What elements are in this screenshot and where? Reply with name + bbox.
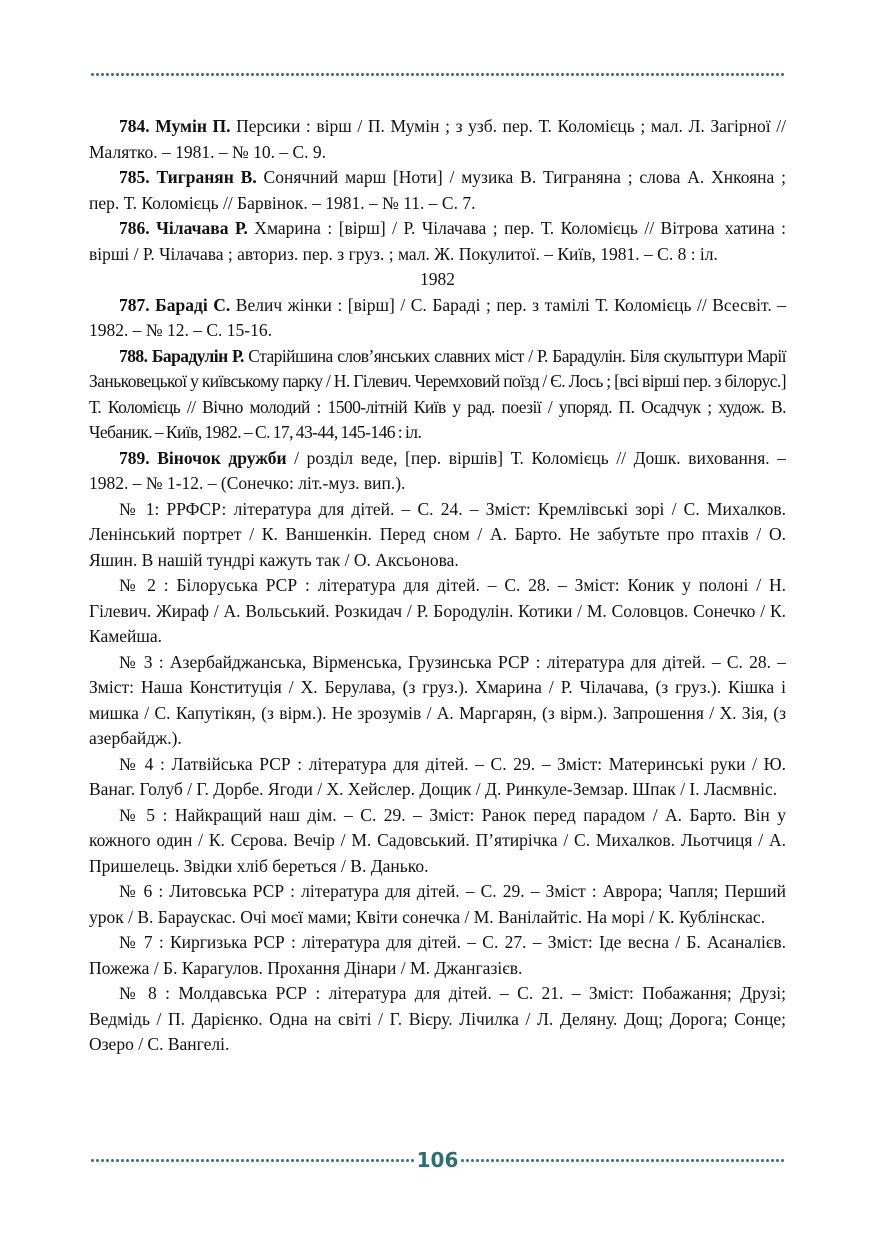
entry-author: 786. Чілачава Р. (119, 218, 248, 238)
issue-7: № 7 : Киргизька РСР : література для дітей. – С. 27. – Зміст: Іде весна / Б. Асаналієв. Пожежа / Б. Карагулов. Прохання Дінари / М. Джангазієв. (89, 932, 786, 978)
entry-author: 787. Бараді С. (119, 294, 231, 315)
entry-788 (89, 344, 786, 446)
bibliography-content (89, 114, 786, 1058)
issue-6: № 6 : Литовська РСР : література для дітей. – С. 29. – Зміст : Аврора; Чапля; Перший урок / В. Бараускас. Очі моєї мами; Квіти сонечка / М. Ванілайтіс. На морі / К. Кублінскас. (89, 881, 786, 927)
issue-2: № 2 : Білоруська РСР : література для дітей. – С. 28. – Зміст: Коник у полоні / Н. Гілевич. Жираф / А. Вольський. Розкидач / Р. Бородулін. Котики / М. Соловцов. Сонечко / К. Камейша. (89, 575, 786, 646)
entry-text: / розділ веде, [пер. віршів] Т. Коломієць // Дошк. виховання. – 1982. – № 1-12. – (Сонечко: літ.-муз. вип.). (89, 447, 786, 493)
issue-4: № 4 : Латвійська РСР : література для дітей. – С. 29. – Зміст: Материнські руки / Ю. Ванаг. Голуб / Г. Дорбе. Ягоди / Х. Хейслер. Дощик / Д. Ринкуле-Земзар. Шпак / І. Ласмвніс. (89, 753, 786, 799)
entry-784 (89, 114, 786, 165)
issue-5: № 5 : Найкращий наш дім. – С. 29. – Зміст: Ранок перед парадом / А. Барто. Він у кожного один / К. Сєрова. Вечір / М. Садовський. П’ятирічка / С. Михалков. Льотчиця / А. Пришелець. Звідки хліб береться / В. Данько. (89, 804, 786, 876)
issue-1: № 1: РРФСР: література для дітей. – С. 24. – Зміст: Кремлівські зорі / С. Михалков. Ленінський портрет / К. Ваншенкін. Перед сном / А. Барто. Не забутьте про птахів / О. Яшин. В нашій тундрі кажуть так / О. Аксьонова. (89, 498, 786, 570)
entry-text: Старійшина слов’янських славних міст / Р. Барадулін. Біля скульптури Марії Заньковецької у київському парку / Н. Гілевич. Черемховий поїзд / Є. Лось ; [всі вірші пер. з білорус.] Т. Коломієць // Вічно молодий : 1500-літній Київ у рад. поезії / упоряд. П. Осадчук ; худож. В. Чебаник. – Київ, 1982. – С. 17, 43-44, 145-146 : іл. (89, 345, 786, 442)
issue-3: № 3 : Азербайджанська, Вірменська, Грузинська РСР : література для дітей. – С. 28. – Зміст: Наша Конституція / Х. Берулава, (з груз.). Хмарина / Р. Чілачава, (з груз.). Кішка і мишка / С. Капутікян, (з вірм.). Не зрозумів / А. Маргарян, (з вірм.). Запрошення / Х. Зія, (з азербайдж.). (89, 651, 786, 748)
year-heading: 1982 (420, 269, 455, 289)
entry-787 (89, 293, 786, 344)
entry-786 (89, 216, 786, 267)
entry-author: 789. Віночок дружби (119, 447, 287, 468)
entry-text: Велич жінки : [вірш] / С. Бараді ; пер. з тамілі Т. Коломієць // Всесвіт. – 1982. – № 12. – С. 15-16. (89, 294, 787, 340)
entry-text: Хмарина : [вірш] / Р. Чілачава ; пер. Т. Коломієць // Вітрова хатина : вірші / Р. Чілачава ; авториз. пер. з груз. ; мал. Ж. Покулитої. – Київ, 1981. – С. 8 : іл. (89, 218, 786, 264)
entry-author: 785. Тигранян В. (119, 167, 257, 187)
top-decorative-border (90, 71, 785, 78)
entry-text: Персики : вірш / П. Мумін ; з узб. пер. Т. Коломієць ; мал. Л. Загірної // Малятко. – 1981. – № 10. – С. 9. (89, 116, 786, 162)
entry-text: Сонячний марш [Ноти] / музика В. Тиграняна ; слова А. Хнкояна ; пер. Т. Коломієць // Барвінок. – 1981. – № 11. – С. 7. (89, 167, 787, 213)
bottom-decorative-border-right (460, 1157, 785, 1164)
issue-8: № 8 : Молдавська РСР : література для дітей. – С. 21. – Зміст: Побажання; Друзі; Ведмідь / П. Дарієнко. Одна на світі / Г. Вієру. Лічилка / Л. Деляну. Дощ; Дорога; Сонце; Озеро / С. Вангелі. (89, 983, 786, 1054)
bottom-decorative-border-left (90, 1157, 415, 1164)
entry-785 (89, 165, 786, 216)
entry-author: 784. Мумін П. (119, 116, 231, 136)
entry-789 (89, 446, 786, 497)
entry-author: 788. Барадулін Р. (119, 345, 244, 366)
page-number: 106 (416, 1148, 459, 1172)
